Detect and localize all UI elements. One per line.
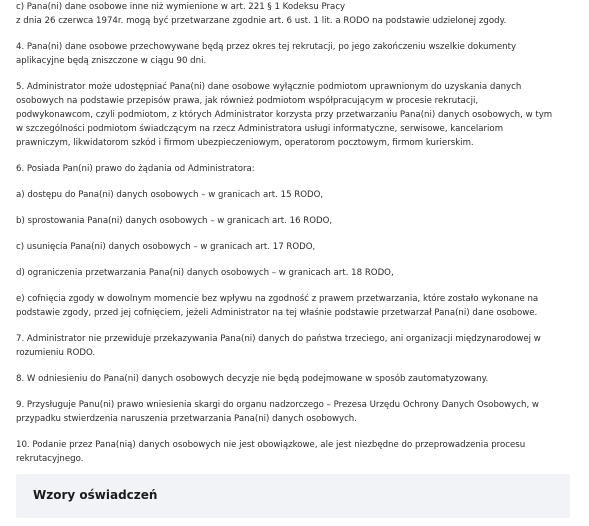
text-line: 6. Posiada Pan(ni) prawo do żądania od Administratora: [16,164,255,174]
paragraph-9 [16,398,576,426]
text-line: osobowych na podstawie przepisów prawa, jak również podmiotom współpracującym w procesie rekrutacji, [16,96,479,106]
paragraph-6c [16,240,576,254]
text-line: 10. Podanie przez Pana(nią) danych osobowych nie jest obowiązkowe, ale jest niezbędne do przeprowadzenia procesu [16,440,526,450]
text-line: 4. Pana(ni) dane osobowe przechowywane będą przez okres tej rekrutacji, po jego zakończeniu wszelkie dokumenty [16,42,517,52]
text-line: 7. Administrator nie przewiduje przekazywania Pana(ni) danych do państwa trzeciego, ani organizacji międzynarodowej w [16,334,541,344]
text-line: c) Pana(ni) dane osobowe inne niż wymienione w art. 221 § 1 Kodeksu Pracy [16,2,346,12]
paragraph-c [16,0,576,28]
text-line: przypadku stwierdzenia naruszenia przetwarzania Pana(ni) danych osobowych. [16,414,357,424]
text-line: podstawie zgody, przed jej cofnięciem, jeżeli Administrator na tej właśnie podstawie przetwarzał Pana(ni) dane osobowe. [16,308,538,318]
text-line: e) cofnięcia zgody w dowolnym momencie bez wpływu na zgodność z prawem przetwarzania, które zostało wykonane na [16,294,539,304]
paragraph-10 [16,438,576,466]
text-line: d) ograniczenia przetwarzania Pana(ni) danych osobowych – w granicach art. 18 RODO, [16,268,394,278]
text-line: b) sprostowania Pana(ni) danych osobowych – w granicach art. 16 RODO, [16,216,333,226]
text-line: rekrutacyjnego. [16,454,84,464]
paragraph-6a [16,188,576,202]
paragraph-6d [16,266,576,280]
text-line: prawniczym, likwidatorom szkód i firmom ubezpieczeniowym, operatorom pocztowym, firmom kurierskim. [16,138,474,148]
text-line: 8. W odniesieniu do Pana(ni) danych osobowych decyzje nie będą podejmowane w sposób zautomatyzowany. [16,374,489,384]
text-line: a) dostępu do Pana(ni) danych osobowych – w granicach art. 15 RODO, [16,190,324,200]
text-line: aplikacyjne będą zniszczone w ciągu 90 dni. [16,56,207,66]
wzory-oswiadczen-heading[interactable]: Wzory oświadczeń [33,488,158,502]
text-line: podwykonawcom, czyli podmiotom, z których Administrator korzysta przy przetwarzaniu Pana(ni) danych osobowych, w tym [16,110,553,120]
paragraph-4 [16,40,576,68]
text-line: w szczególności podmiotom świadczącym na rzecz Administratora usługi informatyczne, serwisowe, kancelariom [16,124,504,134]
text-line: c) usunięcia Pana(ni) danych osobowych – w granicach art. 17 RODO, [16,242,316,252]
text-line: rozumieniu RODO. [16,348,96,358]
paragraph-7 [16,332,576,360]
paragraph-6 [16,162,576,176]
text-line: z dnia 26 czerwca 1974r. mogą być przetwarzane zgodnie art. 6 ust. 1 lit. a RODO na podstawie udzielonej zgody. [16,16,507,26]
paragraph-8 [16,372,576,386]
privacy-notice-text [16,0,576,478]
text-line: 9. Przysługuje Panu(ni) prawo wniesienia skargi do organu nadzorczego – Prezesa Urzędu Ochrony Danych Osobowych, w [16,400,539,410]
paragraph-6b [16,214,576,228]
paragraph-5 [16,80,576,150]
paragraph-6e [16,292,576,320]
text-line: 5. Administrator może udostępniać Pana(ni) dane osobowe wyłącznie podmiotom uprawnionym do uzyskania danych [16,82,522,92]
wzory-oswiadczen-section[interactable] [16,474,570,518]
